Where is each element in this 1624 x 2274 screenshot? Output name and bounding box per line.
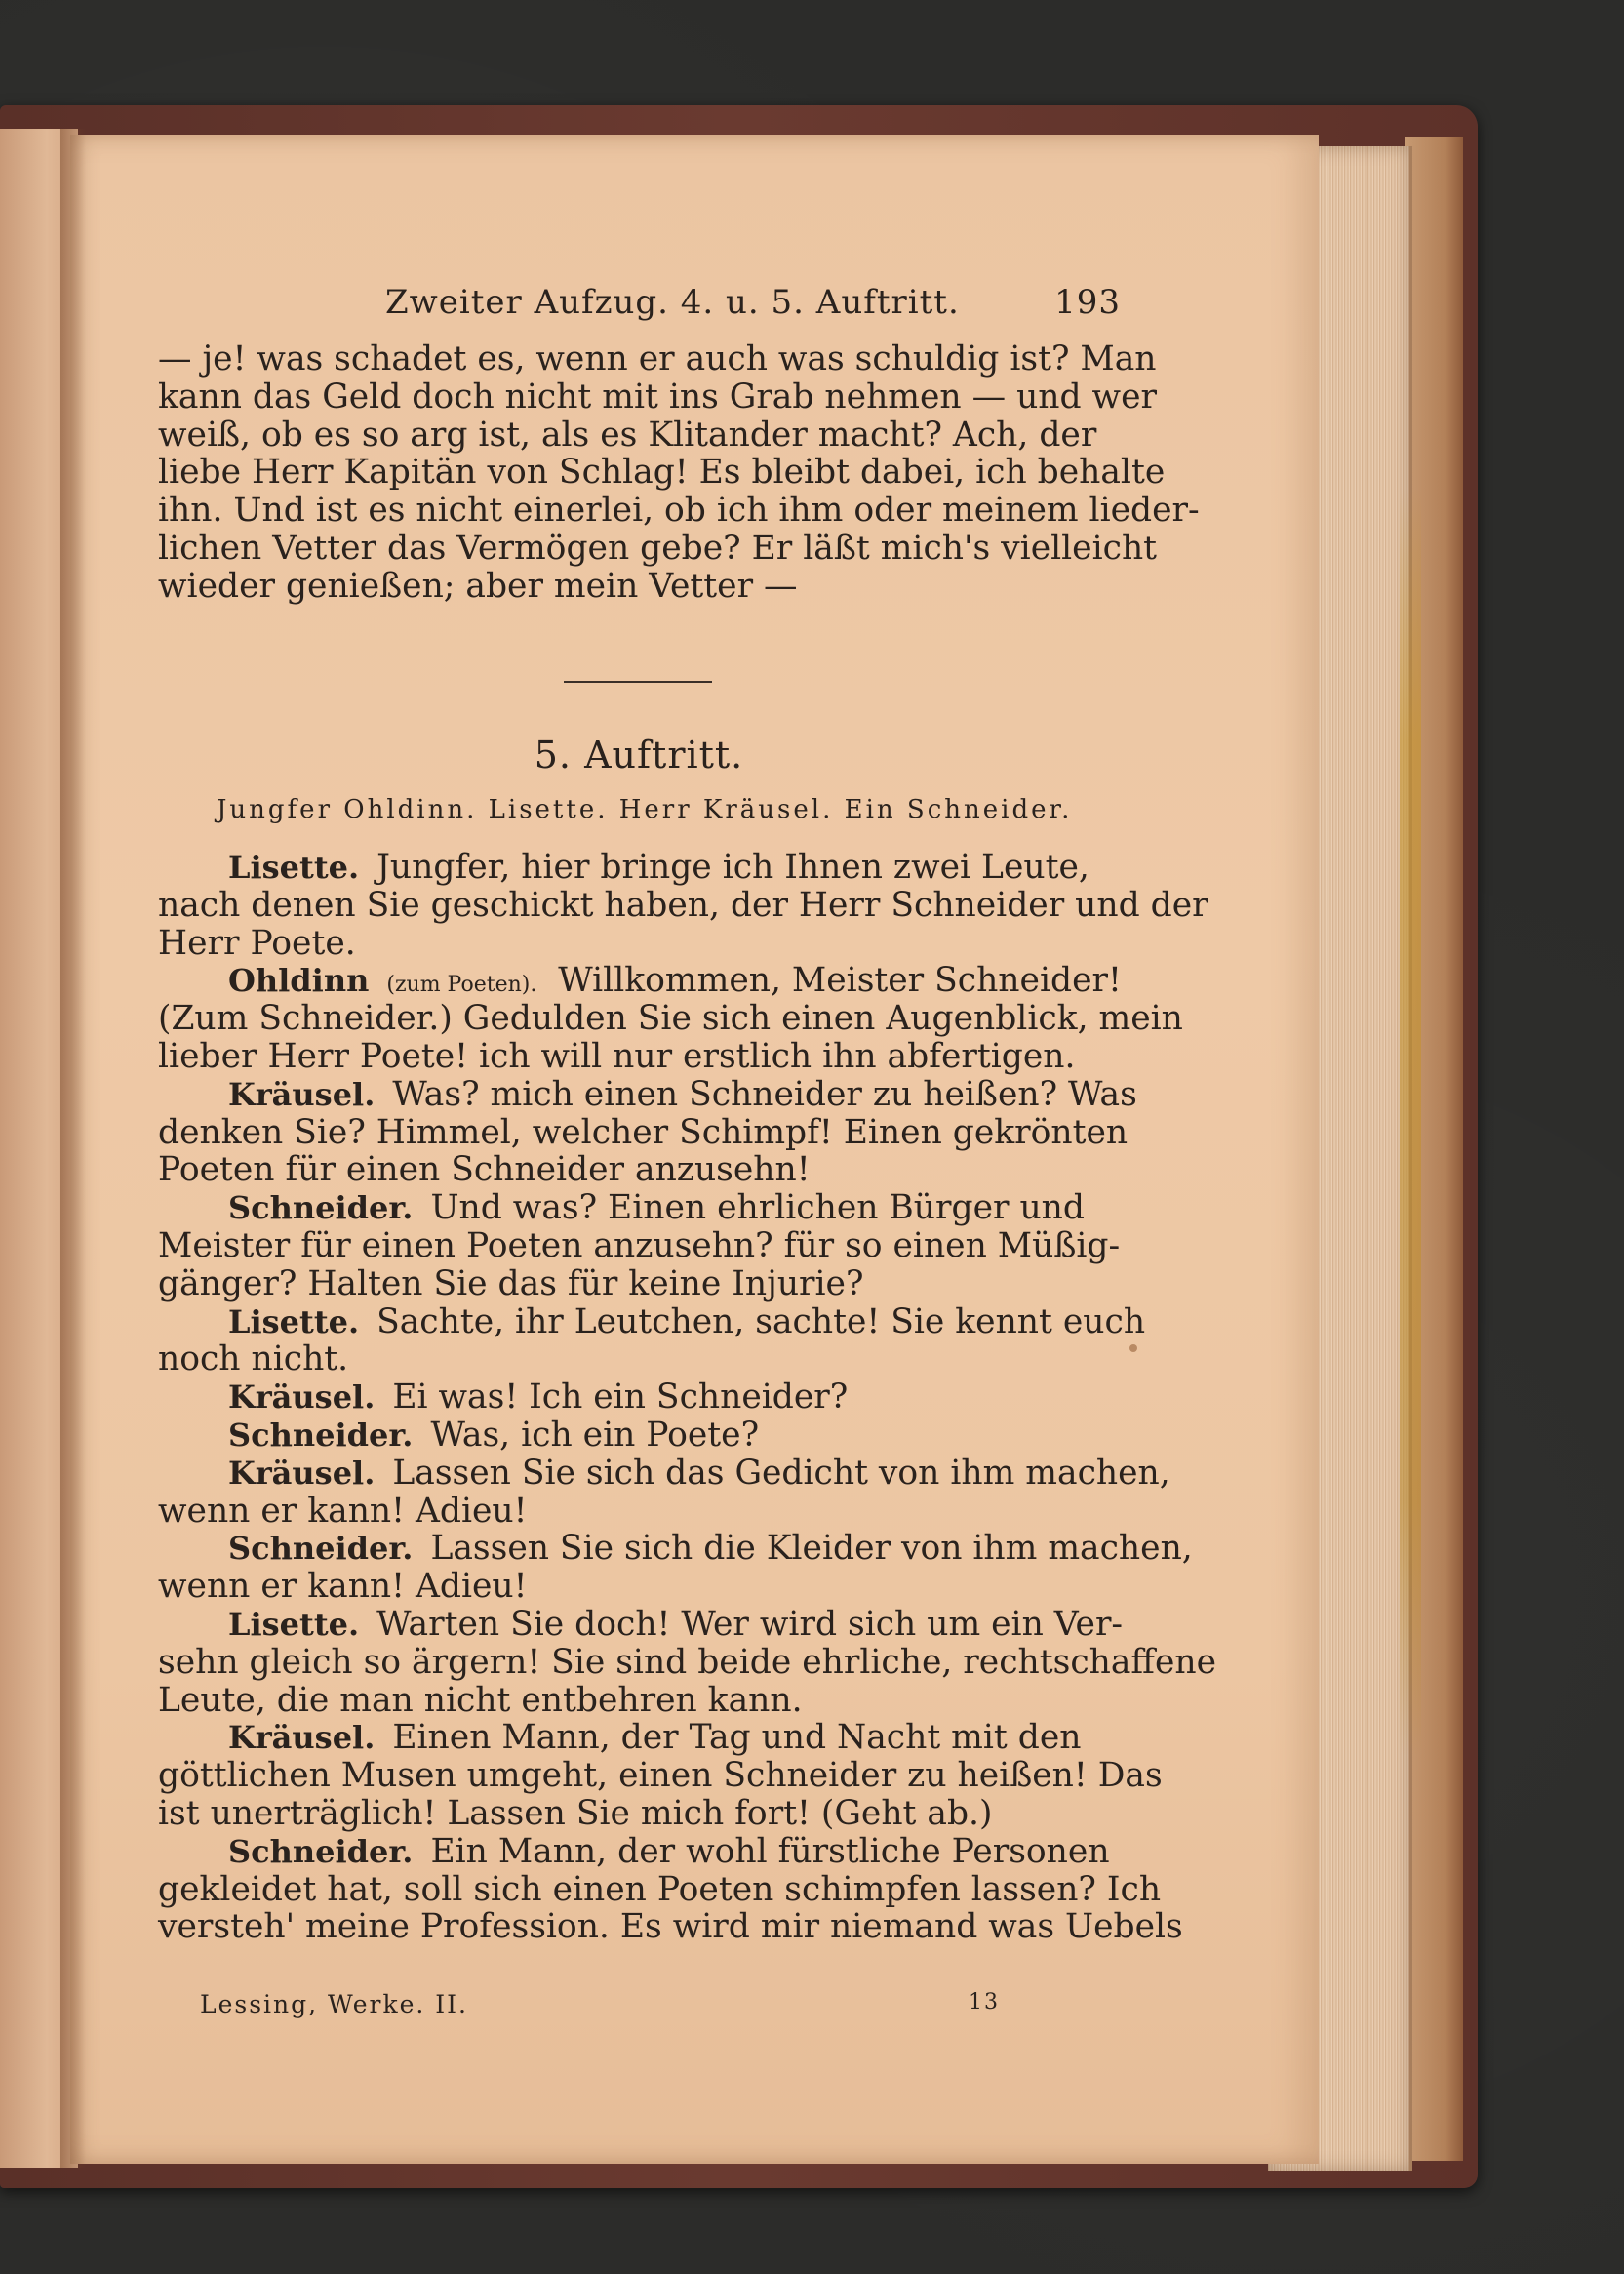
speaker-name: Kräusel. — [228, 1454, 376, 1492]
page-footer — [200, 1990, 1000, 2029]
speaker-name: Schneider. — [228, 1416, 414, 1454]
dialogue-line: sehn gleich so ärgern! Sie sind beide ehrliche, rechtschaffene — [158, 1642, 1216, 1682]
dialogue-line: wenn er kann! Adieu! — [158, 1567, 528, 1607]
speaker-name: Lisette. — [228, 1605, 360, 1643]
dialogue-line — [158, 1301, 1146, 1341]
dialogue-line: Poeten für einen Schneider anzusehn! — [158, 1150, 811, 1190]
section-divider — [564, 681, 712, 683]
dialogue-line: denken Sie? Himmel, welcher Schimpf! Einen gekrönten — [158, 1112, 1129, 1152]
dialogue-line: ist unerträglich! Lassen Sie mich fort! (Geht ab.) — [158, 1793, 993, 1833]
dialogue-line — [158, 1833, 1118, 1871]
text-line: liebe Herr Kapitän von Schlag! Es bleibt dabei, ich behalte — [158, 453, 1166, 493]
speech-text: Willkommen, Meister Schneider! — [558, 961, 1122, 1001]
dialogue-line: Meister für einen Poeten anzusehn? für so einen Müßig- — [158, 1225, 1121, 1265]
speaker-name: Schneider. — [228, 1530, 414, 1568]
speech-text: Ei was! Ich ein Schneider? — [392, 1377, 849, 1417]
dialogue-line — [158, 1189, 1118, 1227]
opening-paragraph — [158, 339, 1200, 606]
speaker-name: Schneider. — [228, 1189, 414, 1227]
speech-text: Lassen Sie sich das Gedicht von ihm machen, — [392, 1453, 1170, 1493]
speech-text: Jungfer, hier bringe ich Ihnen zwei Leute, — [376, 848, 1089, 887]
speech-text: Einen Mann, der Tag und Nacht mit den — [392, 1718, 1082, 1758]
text-line: — je! was schadet es, wenn er auch was schuldig ist? Man — [158, 339, 1157, 379]
speaker-name: Kräusel. — [228, 1378, 376, 1416]
speech-text: Ein Mann, der wohl fürstliche Personen — [430, 1831, 1110, 1871]
dialogue-line: lieber Herr Poete! ich will nur erstlich ihn abfertigen. — [158, 1036, 1076, 1076]
speaker-name: Lisette. — [228, 1302, 360, 1340]
running-head: Zweiter Aufzug. 4. u. 5. Auftritt. — [385, 283, 960, 322]
speech-text: Sachte, ihr Leutchen, sachte! Sie kennt euch — [376, 1301, 1146, 1341]
speaker-name: Kräusel. — [228, 1719, 376, 1757]
footer-source: Lessing, Werke. II. — [200, 1990, 468, 2018]
scene-title: 5. Auftritt. — [534, 734, 744, 777]
speech-text: Warten Sie doch! Wer wird sich um ein Ver- — [376, 1604, 1124, 1644]
speech-text: Lassen Sie sich die Kleider von ihm machen, — [430, 1529, 1193, 1569]
dialogue-line: gekleidet hat, soll sich einen Poeten schimpfen lassen? Ich — [158, 1869, 1162, 1909]
dialogue-line: (Zum Schneider.) Gedulden Sie sich einen Augenblick, mein — [158, 999, 1183, 1039]
text-line: lichen Vetter das Vermögen gebe? Er läßt mich's vielleicht — [158, 528, 1158, 568]
speaker-name: Kräusel. — [228, 1075, 376, 1113]
cast-list: Jungfer Ohldinn. Lisette. Herr Kräusel. Ein Schneider. — [217, 795, 1073, 824]
speech-text: Und was? Einen ehrlichen Bürger und — [430, 1188, 1085, 1228]
text-line: ihn. Und ist es nicht einerlei, ob ich ihm oder meinem lieder- — [158, 491, 1200, 531]
dialogue-line — [158, 961, 1122, 1001]
dialogue-line — [158, 1416, 1118, 1455]
dialogue-line: versteh' meine Profession. Es wird mir niemand was Uebels — [158, 1907, 1183, 1947]
dialogue-line — [158, 1378, 1118, 1416]
speech-text: Was, ich ein Poete? — [430, 1415, 760, 1455]
dialogue-line — [158, 1529, 1193, 1569]
dialogue-line: göttlichen Musen umgeht, einen Schneider zu heißen! Das — [158, 1756, 1163, 1796]
page-header — [385, 275, 1129, 324]
dialogue-line — [158, 1604, 1124, 1644]
text-line: wieder genießen; aber mein Vetter — — [158, 566, 798, 606]
page-number: 193 — [1054, 283, 1121, 322]
text-line: kann das Geld doch nicht mit ins Grab nehmen — und wer — [158, 377, 1157, 417]
dialogue-line: wenn er kann! Adieu! — [158, 1491, 528, 1531]
dialogue-line: Leute, die man nicht entbehren kann. — [158, 1680, 803, 1720]
paper-spot — [1129, 1344, 1137, 1352]
stage-direction: (zum Poeten). — [386, 973, 537, 998]
dialogue-line — [158, 1074, 1137, 1114]
signature-mark: 13 — [969, 1990, 1000, 2015]
dialogue-line — [158, 849, 1118, 887]
speaker-name: Ohldinn — [228, 962, 370, 1000]
speaker-name: Schneider. — [228, 1832, 414, 1870]
text-line: weiß, ob es so arg ist, als es Klitander macht? Ach, der — [158, 415, 1097, 455]
dialogue — [158, 848, 1216, 1947]
speaker-name: Lisette. — [228, 849, 360, 886]
dialogue-line: nach denen Sie geschickt haben, der Herr Schneider und der — [158, 885, 1208, 925]
dialogue-line — [158, 1719, 1118, 1757]
dialogue-line: noch nicht. — [158, 1339, 349, 1379]
dialogue-line: Herr Poete. — [158, 923, 356, 963]
speech-text: Was? mich einen Schneider zu heißen? Was — [392, 1074, 1137, 1114]
dialogue-line — [158, 1453, 1170, 1493]
dialogue-line: gänger? Halten Sie das für keine Injurie? — [158, 1263, 864, 1303]
